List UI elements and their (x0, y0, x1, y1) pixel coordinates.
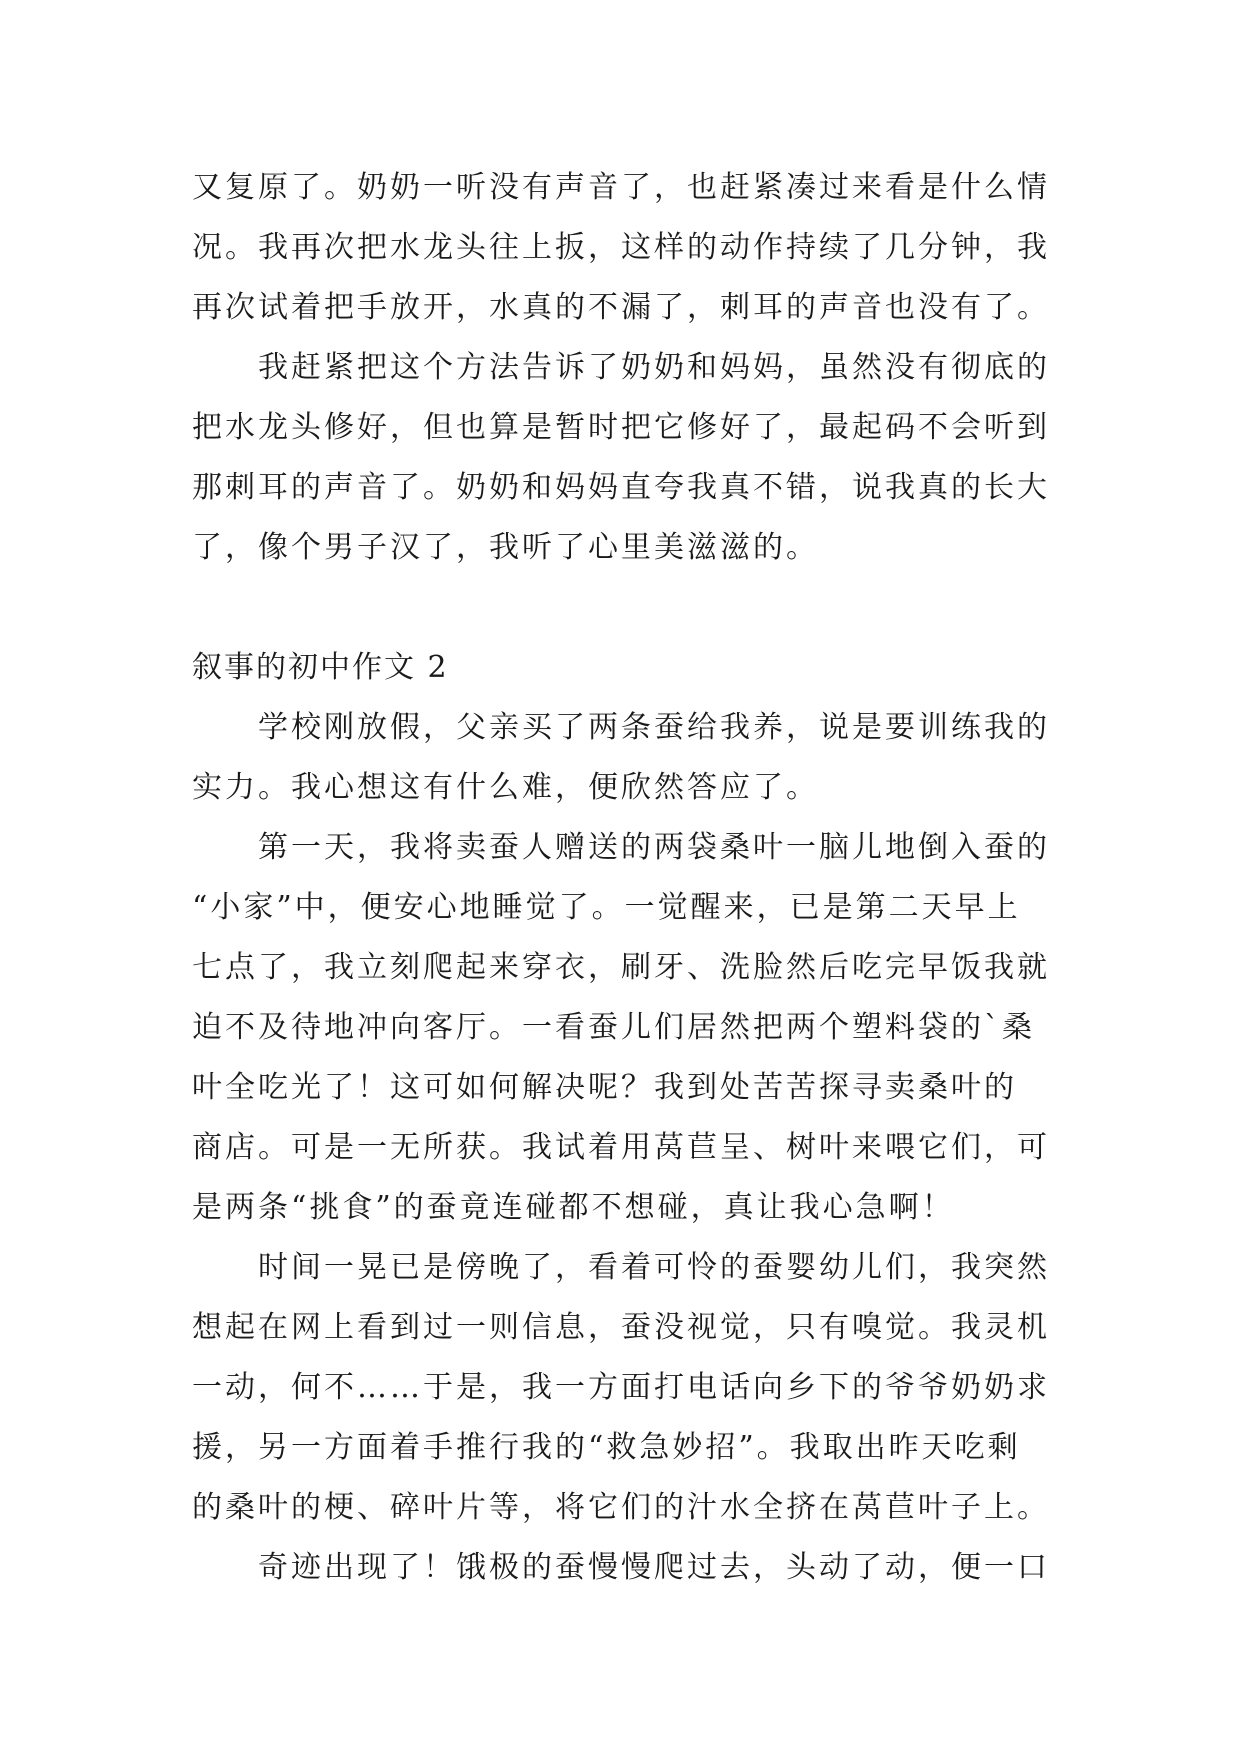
document-body (192, 158, 1062, 1598)
text-line: 时间一晃已是傍晚了，看着可怜的蚕婴幼儿们，我突然 (258, 1250, 1050, 1285)
paragraph (192, 1538, 1062, 1598)
text-line: 迫不及待地冲向客厅。一看蚕儿们居然把两个塑料袋的`桑 (192, 1010, 1035, 1045)
text-line: 第一天，我将卖蚕人赠送的两袋桑叶一脑儿地倒入蚕的 (258, 830, 1050, 865)
text-line: 况。我再次把水龙头往上扳，这样的动作持续了几分钟，我 (192, 230, 1050, 265)
text-line: 的桑叶的梗、碎叶片等，将它们的汁水全挤在莴苣叶子上。 (192, 1490, 1050, 1525)
text-line: 奇迹出现了！饿极的蚕慢慢爬过去，头动了动，便一口 (258, 1550, 1050, 1585)
text-line: 把水龙头修好，但也算是暂时把它修好了，最起码不会听到 (192, 410, 1050, 445)
text-line: 再次试着把手放开，水真的不漏了，刺耳的声音也没有了。 (192, 290, 1050, 325)
section-title: 叙事的初中作文 2 (192, 650, 449, 685)
text-line: 商店。可是一无所获。我试着用莴苣呈、树叶来喂它们，可 (192, 1130, 1050, 1165)
text-line: 学校刚放假，父亲买了两条蚕给我养，说是要训练我的 (258, 710, 1050, 745)
text-line: 了，像个男子汉了，我听了心里美滋滋的。 (192, 530, 819, 565)
paragraph (192, 158, 1062, 338)
paragraph (192, 698, 1062, 818)
text-line: 援，另一方面着手推行我的“救急妙招”。我取出昨天吃剩 (192, 1430, 1021, 1465)
section-spacer (192, 578, 1062, 638)
text-line: 实力。我心想这有什么难，便欣然答应了。 (192, 770, 819, 805)
text-line: 是两条“挑食”的蚕竟连碰都不想碰，真让我心急啊！ (192, 1190, 955, 1225)
text-line: 七点了，我立刻爬起来穿衣，刷牙、洗脸然后吃完早饭我就 (192, 950, 1050, 985)
text-line: 想起在网上看到过一则信息，蚕没视觉，只有嗅觉。我灵机 (192, 1310, 1050, 1345)
text-line: “小家”中，便安心地睡觉了。一觉醒来，已是第二天早上 (192, 890, 1021, 925)
paragraph (192, 818, 1062, 1238)
text-line: 又复原了。奶奶一听没有声音了，也赶紧凑过来看是什么情 (192, 170, 1050, 205)
paragraph (192, 1238, 1062, 1538)
text-line: 我赶紧把这个方法告诉了奶奶和妈妈，虽然没有彻底的 (258, 350, 1050, 385)
text-line: 叶全吃光了！这可如何解决呢？我到处苦苦探寻卖桑叶的 (192, 1070, 1017, 1105)
text-line: 那刺耳的声音了。奶奶和妈妈直夸我真不错，说我真的长大 (192, 470, 1050, 505)
text-line: 一动，何不……于是，我一方面打电话向乡下的爷爷奶奶求 (192, 1370, 1050, 1405)
paragraph (192, 338, 1062, 578)
